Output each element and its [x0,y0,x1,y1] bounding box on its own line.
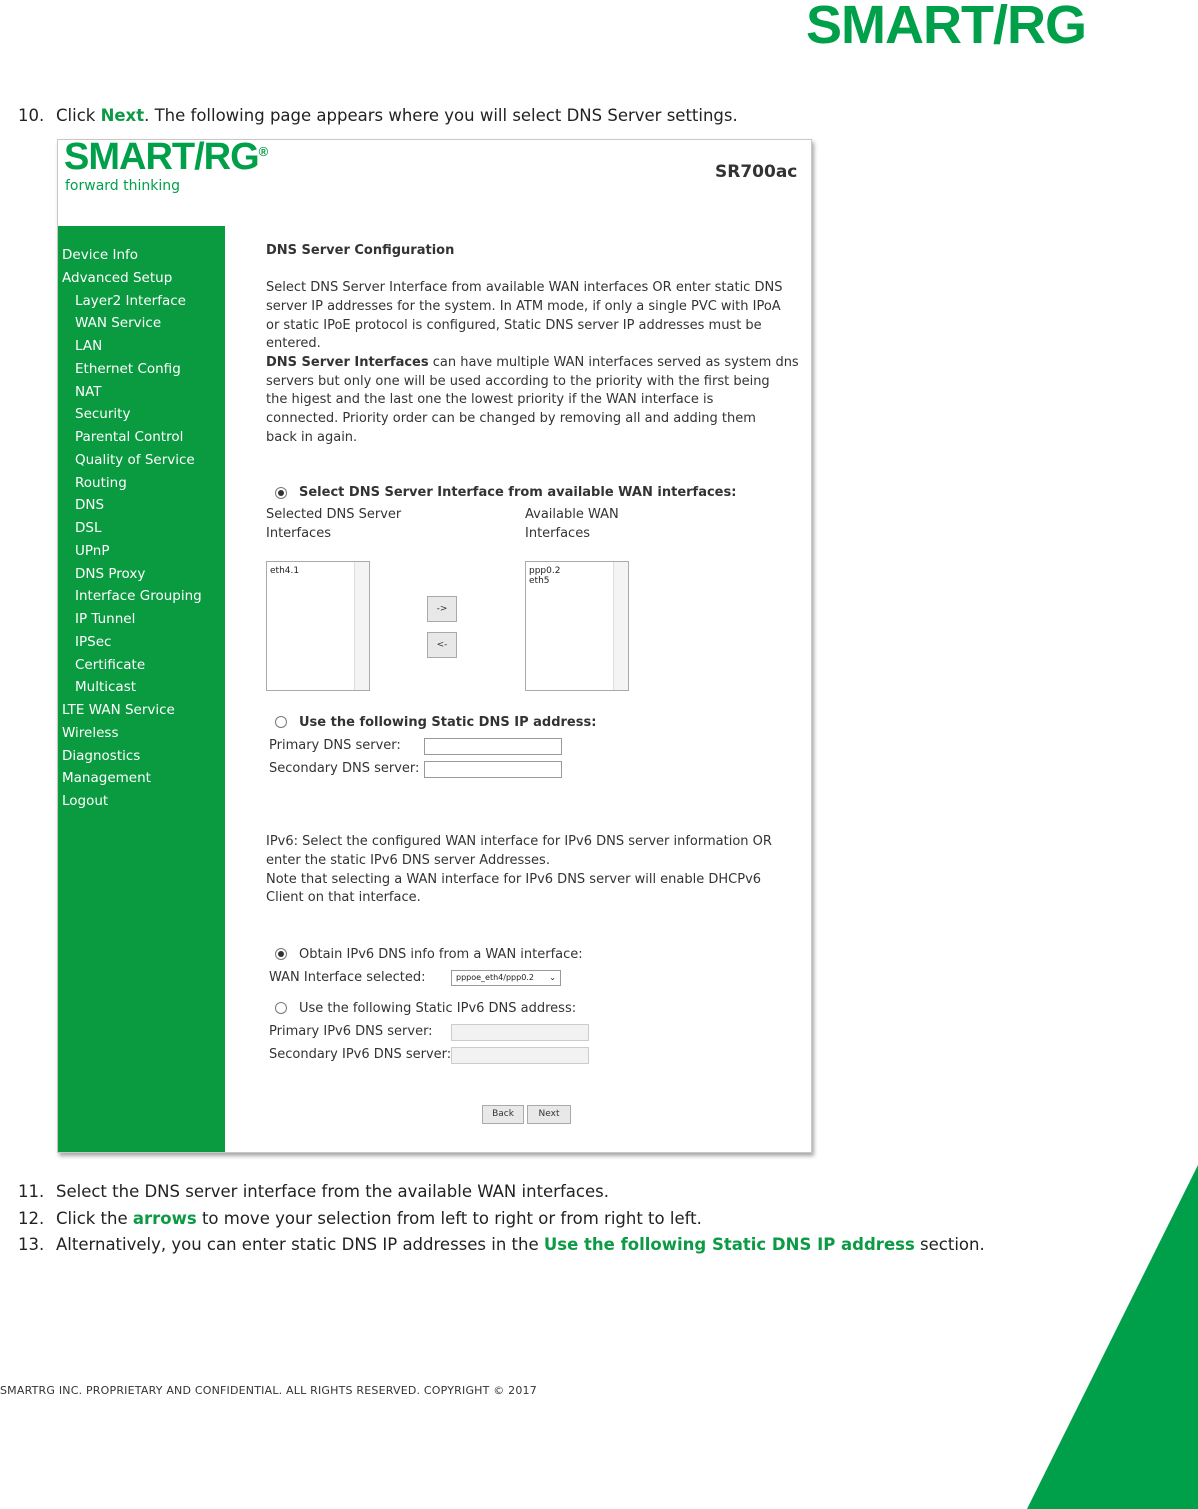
available-interfaces-list[interactable] [525,561,629,691]
list-item[interactable]: eth4.1 [270,566,300,576]
step-11 [18,1182,609,1201]
radio-select-dns-interface[interactable] [275,487,287,499]
step-text: section. [914,1235,985,1254]
list-item[interactable]: ppp0.2 [529,566,561,576]
ipv6-info-line: enter the static IPv6 DNS server Addresses. [266,853,550,868]
step-text: . The following page appears where you will select DNS Server settings. [144,106,738,125]
intro2-line: connected. Priority order can be changed by removing all and adding them [266,411,756,426]
sidebar-item-quality-of-service[interactable]: Quality of Service [75,452,195,468]
step-number: 12. [18,1209,45,1228]
sidebar-item-multicast[interactable]: Multicast [75,679,137,695]
sidebar-item-ethernet-config[interactable]: Ethernet Config [75,361,181,377]
ipv6-info-line: Client on that interface. [266,890,421,905]
sidebar-item-certificate[interactable]: Certificate [75,657,146,673]
intro-line: or static IPoE protocol is configured, Static DNS server IP addresses must be [266,318,762,333]
step-number: 10. [18,106,45,125]
selected-interfaces-list[interactable] [266,561,370,691]
radio-static-dns-label: Use the following Static DNS IP address: [299,715,597,730]
step-highlight: Use the following Static DNS IP address [543,1235,915,1254]
sidebar-item-diagnostics[interactable]: Diagnostics [62,748,141,764]
ipv6-info-line: Note that selecting a WAN interface for IPv6 DNS server will enable DHCPv6 [266,872,762,887]
sidebar-item-interface-grouping[interactable]: Interface Grouping [75,588,202,604]
radio-ipv6-static-label: Use the following Static IPv6 DNS address: [299,1001,577,1016]
step-13 [18,1235,985,1254]
sidebar-item-ipsec[interactable]: IPSec [75,634,112,650]
primary-ipv6-label: Primary IPv6 DNS server: [269,1024,433,1039]
sidebar-item-advanced-setup[interactable]: Advanced Setup [62,270,173,286]
primary-dns-label: Primary DNS server: [269,738,401,753]
sidebar-item-device-info[interactable]: Device Info [62,247,139,263]
intro2-line: back in again. [266,430,358,445]
model-name: SR700ac [715,162,798,182]
chevron-down-icon: ⌄ [549,973,556,982]
secondary-dns-label: Secondary DNS server: [269,761,420,776]
secondary-ipv6-field[interactable] [451,1047,589,1064]
intro2-line: the higest and the last one the lowest priority if the WAN interface is [266,392,714,407]
intro-line: entered. [266,336,321,351]
sidebar-item-dns[interactable]: DNS [75,497,105,513]
sidebar-item-lte-wan-service[interactable]: LTE WAN Service [62,702,175,718]
sidebar-nav [58,226,225,1152]
sidebar-item-wan-service[interactable]: WAN Service [75,315,162,331]
primary-ipv6-field[interactable] [451,1024,589,1041]
sidebar-item-parental-control[interactable]: Parental Control [75,429,184,445]
sidebar-item-dns-proxy[interactable]: DNS Proxy [75,566,146,582]
sidebar-item-upnp[interactable]: UPnP [75,543,110,559]
secondary-dns-field[interactable] [424,761,562,778]
step-highlight: Next [100,106,145,125]
wan-interface-value: pppoe_eth4/ppp0.2 [456,973,534,982]
step-10 [18,106,738,125]
radio-ipv6-static[interactable] [275,1002,287,1014]
router-logo: SMART/RG® [64,139,268,178]
radio-ipv6-wan-label: Obtain IPv6 DNS info from a WAN interface: [299,947,583,962]
sidebar-item-nat[interactable]: NAT [75,384,102,400]
intro2-first-line: DNS Server Interfaces can have multiple WAN interfaces served as system dns [266,355,799,370]
step-text: Click the [56,1209,133,1228]
available-interfaces-label: Interfaces [525,526,590,541]
step-number: 11. [18,1182,45,1201]
intro-line: server IP addresses for the system. In ATM mode, if only a single PVC with IPoA [266,299,781,314]
sidebar-item-wireless[interactable]: Wireless [62,725,119,741]
step-text: Click [56,106,101,125]
scrollbar[interactable] [354,562,369,690]
intro2-line: servers but only one will be used according to the priority with the first being [266,374,770,389]
step-text: to move your selection from left to right or from right to left. [196,1209,702,1228]
wan-interface-select[interactable] [451,970,561,986]
sidebar-item-security[interactable]: Security [75,406,131,422]
selected-interfaces-label: Selected DNS Server [266,507,402,522]
primary-dns-field[interactable] [424,738,562,755]
move-right-button[interactable]: -> [427,596,457,622]
ipv6-info-line: IPv6: Select the configured WAN interface for IPv6 DNS server information OR [266,834,772,849]
brand-logo: SMART/RG [806,0,1086,55]
step-12 [18,1209,702,1228]
router-tagline: forward thinking [65,178,181,194]
radio-ipv6-wan[interactable] [275,948,287,960]
radio-select-dns-interface-label: Select DNS Server Interface from available WAN interfaces: [299,485,737,500]
radio-static-dns[interactable] [275,716,287,728]
copyright-footer: SMARTRG INC. PROPRIETARY AND CONFIDENTIAL. ALL RIGHTS RESERVED. COPYRIGHT © 2017 [0,1384,537,1397]
step-highlight: arrows [132,1209,197,1228]
next-button[interactable]: Next [527,1105,571,1124]
move-left-button[interactable]: <- [427,632,457,658]
step-text: Alternatively, you can enter static DNS IP addresses in the [56,1235,544,1254]
available-interfaces-label: Available WAN [525,507,619,522]
page-title: DNS Server Configuration [266,243,455,258]
sidebar-item-dsl[interactable]: DSL [75,520,102,536]
wan-interface-label: WAN Interface selected: [269,970,426,985]
sidebar-item-layer2-interface[interactable]: Layer2 Interface [75,293,186,309]
selected-interfaces-label: Interfaces [266,526,331,541]
step-text: Select the DNS server interface from the available WAN interfaces. [56,1182,609,1201]
sidebar-item-management[interactable]: Management [62,770,151,786]
list-item[interactable]: eth5 [529,576,550,586]
intro-line: Select DNS Server Interface from available WAN interfaces OR enter static DNS [266,280,783,295]
sidebar-item-routing[interactable]: Routing [75,475,127,491]
secondary-ipv6-label: Secondary IPv6 DNS server: [269,1047,452,1062]
back-button[interactable]: Back [482,1105,524,1124]
sidebar-item-lan[interactable]: LAN [75,338,103,354]
sidebar-item-ip-tunnel[interactable]: IP Tunnel [75,611,136,627]
decorative-green-triangle [1027,1165,1198,1509]
step-number: 13. [18,1235,45,1254]
sidebar-item-logout[interactable]: Logout [62,793,109,809]
router-ui-screenshot [57,139,812,1153]
scrollbar[interactable] [613,562,628,690]
